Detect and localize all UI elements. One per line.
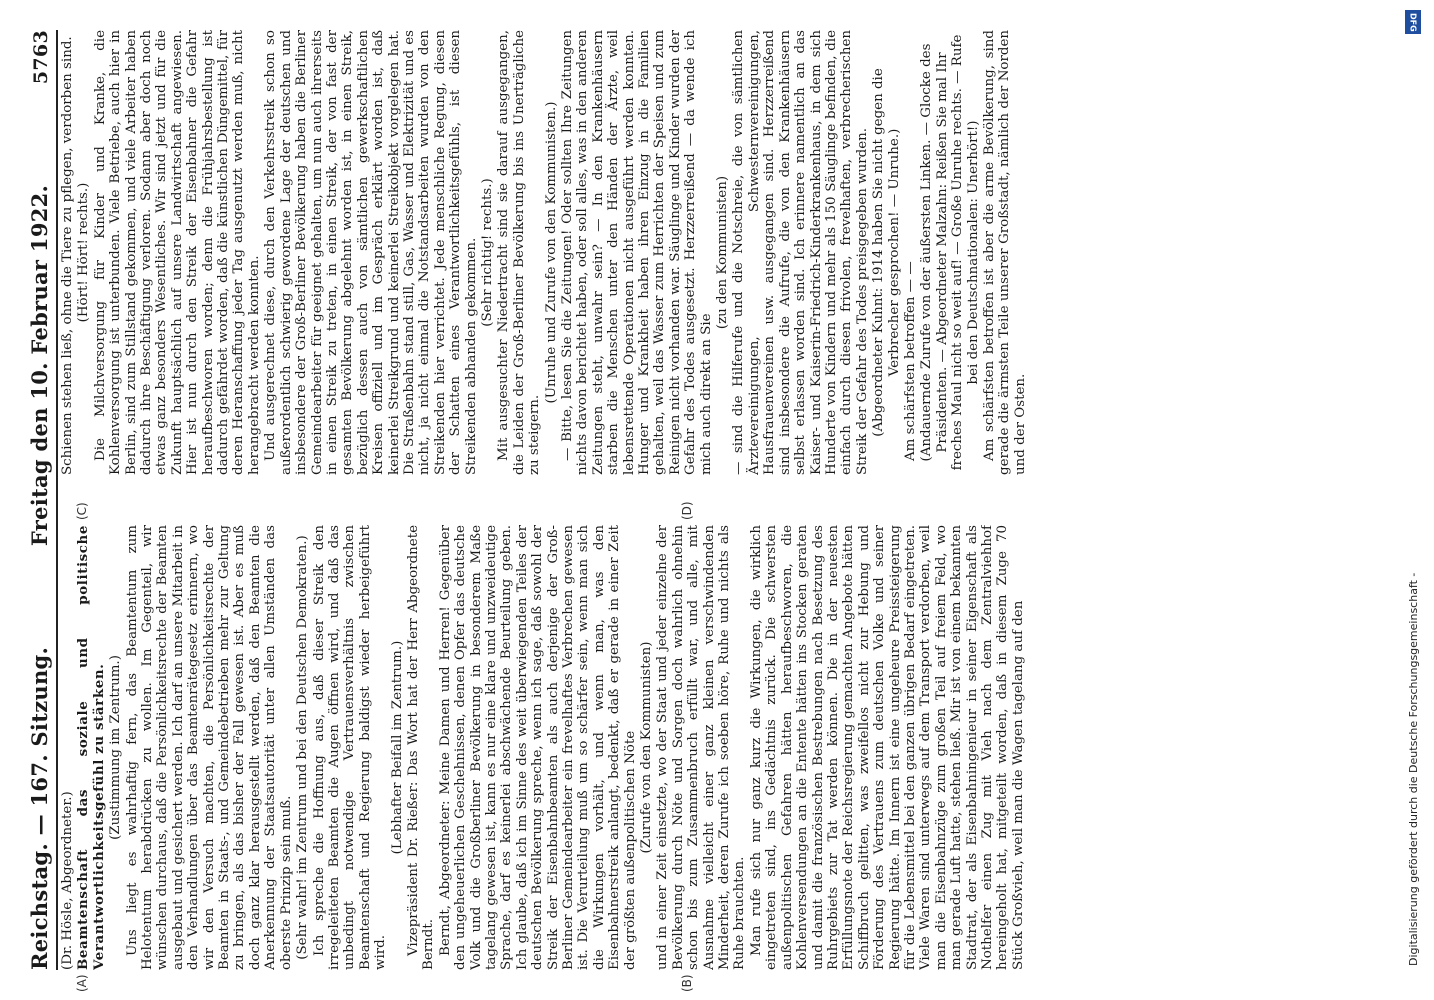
interjection: (Sehr wahr! im Zentrum und bei den Deutschen Demokraten.) [295, 535, 311, 960]
interjection: (Lebhafter Beifall im Zentrum.) [389, 640, 405, 855]
page-number: 5763 [30, 30, 52, 85]
dfg-logo: DFG [1405, 10, 1421, 34]
paragraph: — Bitte, lesen Sie die Zeitungen! Oder sollten Ihre Zeitungen nichts davon berichtet haben, oder soll alles, was in den anderen Zeitungen steht, unwahr sein? — In den Krankenhäusern starben die Menschen unter den Händen der Ärzte, weil lebensrettende Operationen nicht ausgeführt werden konnten. Hunger und Krankheit haben ihren Einzug in die Familien gehalten, weil das Wasser zum Herrichten der Speisen und zum Reinigen nicht vorhanden war. Säuglinge und Kinder wurden der Gefahr des Todes ausgesetzt. Herzzerreißend — da wende ich mich auch direkt an Sie [560, 30, 714, 475]
funding-note [1393, 6, 1433, 994]
interjection: (Zurufe von den Kommunisten) [639, 641, 655, 854]
paragraph: Beamtenschaft das soziale und politische Verantwortlichkeitsgefühl zu stärken. [75, 525, 107, 970]
header-left: Reichstag. — 167. Sitzung. [27, 646, 52, 970]
paragraph: Vizepräsident Dr. Rießer: Das Wort hat der Herr Abgeordnete Berndt. [405, 525, 437, 970]
funding-note-text: Digitalisierung gefördert durch die Deutsche Forschungsgemeinschaft - [1406, 572, 1420, 966]
paragraph: Berndt, Abgeordneter: Meine Damen und Herren! Gegenüber den ungeheuerlichen Geschehnissen, denen Opfer das deutsche Volk und die Großberliner Bevölkerung in besonderem Maße tagelang gewesen ist, kann es nur eine klare und unzweideutige Sprache, darf es keinerlei abschwächende Beurteilung geben. Ich glaube, daß ich im Sinne des weit überwiegenden Teiles der deutschen Bevölkerung spreche, wenn ich sage, daß sowohl der Streik der Eisenbahnbeamten als auch derjenige der Groß-Berliner Gemeindearbeiter ein frevelhaftes Verbrechen gewesen ist. Die Verurteilung muß um so schärfer sein, wenn man sich die Wirkungen vorhält, und wenn man, was den Eisenbahnerstreik anlangt, bedenkt, daß er gerade in einer Zeit der größten außenpolitischen Nöte [437, 525, 638, 970]
left-column [60, 525, 1130, 970]
margin-marker-b: (B) [680, 974, 694, 992]
header-center: Freitag den 10. Februar 1922. [27, 184, 52, 547]
paragraph: — sind die Hilferufe und die Notschreie, die von sämtlichen Ärztevereinigungen, Schwesternvereinigungen, Hausfrauenvereinen usw. ausgegangen sind. Herzzerreißend sind insbesondere die Aufrufe, die von den Krankenhäusern selbst erlassen worden sind. Ich erinnere namentlich an das Kaiser- und Kaiserin-Friedrich-Kinderkrankenhaus, in dem sich Hunderte von Kindern und mehr als 150 Säuglinge befinden, die einfach durch diesen frivolen, frevelhaften, verbrecherischen Streik der Gefahr des Todes preisgegeben wurden. [731, 30, 870, 475]
paragraph: Ich spreche die Hoffnung aus, daß dieser Streik den irregeleiteten Beamten die Augen öffnen wird, und daß das unbedingt notwendige Vertrauensverhältnis zwischen Beamtenschaft und Regierung baldigst wieder herbeigeführt wird. [311, 525, 389, 970]
interjection: (Sehr richtig! rechts.) [479, 178, 495, 327]
paragraph: Schienen stehen ließ, ohne die Tiere zu pflegen, verdorben sind. [60, 36, 75, 475]
margin-marker-c: (C) [75, 502, 89, 520]
interjection: (Abgeordneter Kuhnt: 1914 haben Sie nicht gegen die Verbrecher gesprochen! — Unruhe.) [871, 68, 902, 437]
margin-marker-d: (D) [680, 501, 694, 520]
paragraph: Am schärfsten betroffen ist aber die arme Bevölkerung, sind gerade die ärmsten Teile unserer Großstadt, nämlich der Norden und der Osten. [981, 30, 1028, 475]
interjection: (Zustimmung im Zentrum.) [108, 655, 124, 840]
paragraph: Am schärfsten betroffen — — [902, 261, 918, 461]
interjection: (Unruhe und Zurufe von den Kommunisten.) [543, 101, 559, 404]
paragraph: Uns liegt es wahrhaftig fern, das Beamtentum zum Helotentum herabdrücken zu wollen. Im Gegenteil, wir wünschen durchaus, daß die Persönlichkeitsrechte der Beamten ausgebaut und gesichert werden. Ich darf an unsere Mitarbeit in den Verhandlungen über das Beamtenrätegesetz erinnern, wo wir den Versuch machten, die Persönlichkeitsrechte der Beamten in Staats-, und Gemeindebetrieben mehr zur Geltung zu bringen, als das bisher der Fall gewesen ist. Aber es muß doch ganz klar herausgestellt werden, daß den Beamten die Anerkennung der Staatsautorität unter allen Umständen das oberste Prinzip sein muß. [124, 525, 294, 970]
interjection: (Andauernde Zurufe von der äußersten Linken. — Glocke des Präsidenten. — Abgeordneter Malzahn: Reißen Sie mal Ihr freches Maul nicht so weit auf! — Große Unruhe rechts. — Rufe bei den Deutschnationalen: Unerhört!) [919, 34, 981, 471]
margin-marker-a: (A) [75, 974, 89, 992]
right-column [60, 30, 1130, 475]
paragraph: Mit ausgesuchter Niedertracht sind sie darauf ausgegangen, die Leiden der Groß-Berliner Bevölkerung bis ins Unerträgliche zu steigern. [496, 30, 543, 475]
paragraph: Und ausgerechnet diese, durch den Verkehrsstreik schon so außerordentlich schwierig gewordene Lage der deutschen und insbesondere der Groß-Berliner Bevölkerung haben die Berliner Gemeindearbeiter für geeignet gehalten, um nun auch ihrerseits in einen Streik zu treten, in einen Streik, der von fast der gesamten Bevölkerung abgelehnt worden ist, in einen Streik, bezüglich dessen auch von sämtlichen gewerkschaftlichen Kreisen offiziell und im Gespräch erklärt worden ist, daß keinerlei Streikgrund und keinerlei Streikobjekt vorgelegen hat. Die Straßenbahn stand still, Gas, Wasser und Elektrizität und es nicht, ja nicht einmal die Notstandsarbeiten wurden von den Streikenden hier verrichtet. Jede menschliche Regung, diesen der Schatten eines Verantwortlichkeitsgefühls, ist diesen Streikenden abhanden gekommen. [263, 30, 479, 475]
page-header [8, 30, 58, 970]
interjection: (zu den Kommunisten) [715, 175, 731, 330]
speaker-continuation: (Dr. Hösle, Abgeordneter.) [60, 791, 75, 970]
paragraph: Man rufe sich nur ganz kurz die Wirkungen, die wirklich eingetreten sind, ins Gedächtnis zurück. Die schwersten außenpolitischen Gefahren hätten heraufbeschworen, die Kohlenversendungen an die Entente hätten ins Stocken geraten und damit die französischen Bestrebungen nach Besetzung des Ruhrgebiets zur Tat werden können. Die in der neuesten Erfüllungsnote der Reichsregierung gemachten Angebote hätten Schiffbruch gelitten, was zweifellos nicht zur Hebung und Förderung des Vertrauens zum deutschen Volke und seiner Regierung hätte. Im Innern ist eine ungeheure Preissteigerung für die Lebensmittel bei den ganzen übrigen Bedarf eingetreten. Viele Waren sind unterwegs auf dem Transport verdorben, weil man die Eisenbahnzüge zum großen Teil auf freiem Feld, wo man gerade Luft hatte, stehen ließ. Mir ist von einem bekannten Stadtrat, der als Eisenbahningenieur in seiner Eigenschaft als Nothelfer einen Zug mit Vieh nach dem Zentralviehhof hereingeholt hat, mitgeteilt worden, daß in diesem Zuge 70 Stück Großvieh, weil man die Wagen tagelang auf den [748, 525, 1026, 970]
interjection: (Hört! Hört! rechts.) [76, 182, 92, 323]
paragraph: Die Milchversorgung für Kinder und Kranke, die Kohlenversorgung ist unterbunden. Viele Betriebe, auch hier in Berlin, sind zum Stillstand gekommen, und viele Arbeiter haben dadurch ihre Beschäftigung verloren. Sodann aber doch noch etwas ganz besonders Wesentliches. Wir sind jetzt und für die Zukunft hauptsächlich auf unsere Landwirtschaft angewiesen. Hier ist nun durch den Streik der Eisenbahner die Gefahr heraufbeschworen worden; denn die Frühjahrsbestellung ist dadurch gefährdet worden, daß die künstlichen Düngemittel, für deren Heranschaffung jeder Tag ausgenutzt werden muß, nicht herangebracht werden konnten. [92, 30, 262, 475]
paragraph: und in einer Zeit einsetzte, wo der Staat und jeder einzelne der Bevölkerung durch Nöte und Sorgen doch wahrlich ohnehin schon bis zum Zusammenbruch erfüllt war, und alle, mit Ausnahme vielleicht einer ganz kleinen verschwindenden Minderheit, deren Zurufe ich soeben höre, Ruhe und nichts als Ruhe brauchten. [655, 525, 748, 970]
